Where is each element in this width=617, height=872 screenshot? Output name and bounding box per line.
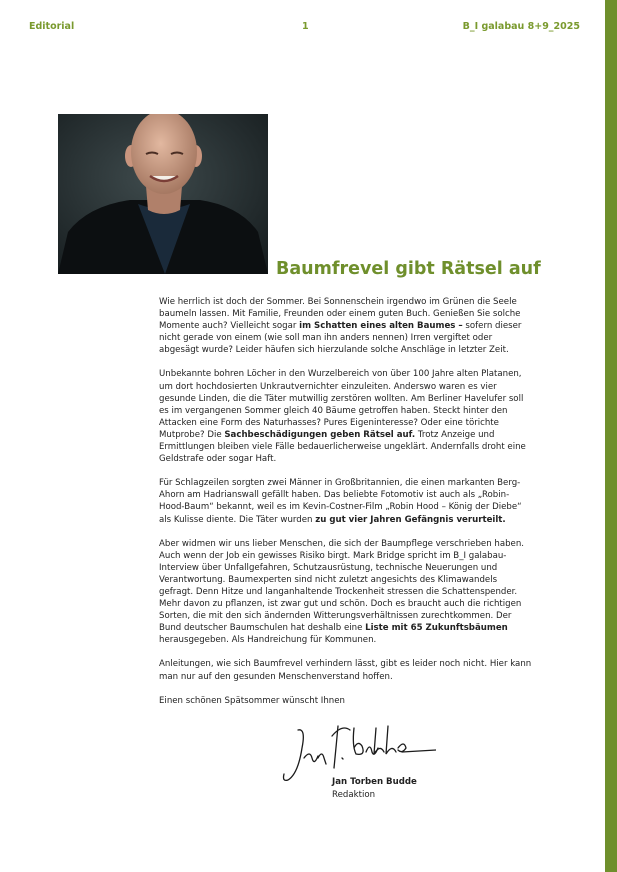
paragraph-emphasis: Sachbeschädigungen geben Rätsel auf. — [224, 429, 416, 440]
article-title: Baumfrevel gibt Rätsel auf — [276, 259, 541, 279]
paragraph-text: herausgegeben. Als Handreichung für Kommunen. — [159, 635, 377, 646]
paragraph-emphasis: zu gut vier Jahren Gefängnis verurteilt. — [315, 514, 506, 525]
paragraph-emphasis: Liste mit 65 Zukunftsbäumen — [365, 623, 508, 634]
paragraph-text: sofern dieser nicht gerade von einem (wie soll man ihn anders nennen) Irren vergiftet oder abgesägt wurde? Leider häufen sich hierzulande solche Anschläge in letzter Zeit. — [159, 321, 522, 356]
paragraph-1 — [159, 296, 533, 356]
page-number: 1 — [302, 21, 309, 32]
paragraph-text: Aber widmen wir uns lieber Menschen, die sich der Baumpflege verschrieben haben. Auch wenn der Job ein gewisses Risiko birgt. Mark Bridge spricht im B_I galabau-Interview über Unfallgefahren, Schutzausrüstung, technische Neuerungen und Verantwortung. Baumexperten sind nicht zuletzt angesichts des Klimawandels gefragt. Denn Hitze und langanhaltende Trockenheit stressen die Schattenspender. Mehr davon zu pflanzen, ist zwar gut und schön. Doch es braucht auch die richtigen Sorten, die mit den sich ändernden Witterungsverhältnissen zurechtkommen. Der Bund deutscher Baumschulen hat deshalb eine — [159, 538, 525, 634]
paragraph-text: Unbekannte bohren Löcher in den Wurzelbereich von über 100 Jahre alten Platanen, um dort hochdosierten Unkrautvernichter einzuleiten. Anderswo waren es vier gesunde Linden, die die Täter mutwillig zerstören wollten. Am Berliner Havelufer soll es im vergangenen Sommer gleich 40 Bäume getroffen haben. Steckt hinter den Attacken eine Form des Naturhasses? Pures Eigeninteresse? Oder eine törichte Mutprobe? Die — [159, 369, 524, 440]
publication-label: B_I galabau 8+9_2025 — [462, 21, 580, 32]
article-body — [159, 296, 533, 719]
paragraph-2 — [159, 368, 533, 465]
paragraph-emphasis: im Schatten eines alten Baumes – — [299, 321, 463, 332]
paragraph-4 — [159, 538, 533, 647]
closing-line: Einen schönen Spätsommer wünscht Ihnen — [159, 695, 345, 706]
paragraph-text: Wie herrlich ist doch der Sommer. Bei Sonnenschein irgendwo im Grünen die Seele baumeln lassen. Mit Familie, Freunden oder einem guten Buch. Genießen Sie solche Momente auch? Vielleicht sogar — [159, 297, 521, 332]
paragraph-3 — [159, 477, 533, 525]
section-label: Editorial — [29, 21, 75, 32]
paragraph-text: Für Schlagzeilen sorgten zwei Männer in Großbritannien, die einen markanten Berg-Ahorn am Hadrianswall gefällt haben. Das beliebte Fotomotiv ist auch als „Robin-Hood-Baum“ bekannt, weil es im Kevin-Costner-Film „Robin Hood – König der Diebe“ als Kulisse diente. Die Täter wurden — [159, 478, 522, 525]
author-name: Jan Torben Budde — [332, 777, 417, 787]
author-role: Redaktion — [332, 789, 376, 800]
accent-sidebar — [605, 0, 617, 872]
portrait-icon — [58, 114, 268, 274]
author-portrait-photo — [58, 114, 268, 274]
author-block — [332, 776, 417, 801]
paragraph-text: Trotz Anzeige und Ermittlungen bleiben viele Fälle bedauerlicherweise ungeklärt. Andernfalls droht eine Geldstrafe oder sogar Haft. — [159, 429, 526, 465]
paragraph-5: Anleitungen, wie sich Baumfrevel verhindern lässt, gibt es leider noch nicht. Hier kann man nur auf den gesunden Menschenverstand hoffen. — [159, 659, 532, 682]
